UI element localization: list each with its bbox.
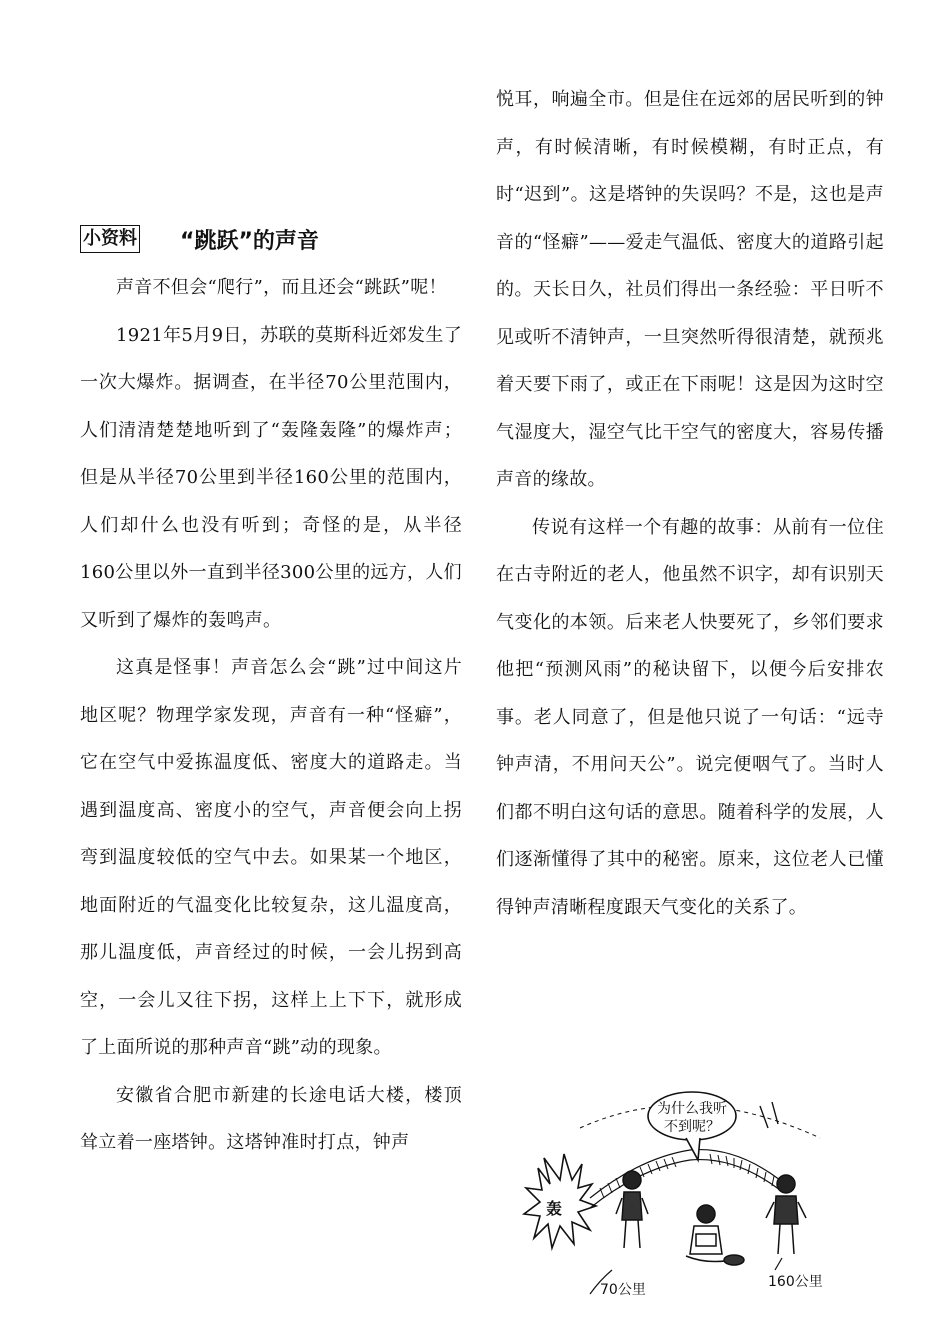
paragraph: 声音不但会“爬行”，而且还会“跳跃”呢！ — [116, 277, 447, 298]
explosion-label: 轰 — [546, 1199, 563, 1218]
paragraph-continuation: 悦耳，响遍全市。但是住在远郊的居民听到的钟声，有时候清晰，有时候模糊，有时正点，有时“迟到”。这是塔钟的失误吗？不是，这也是声音的“怪癖”——爱走气温低、密度大的道路引起的。天长日久，社员们得出一条经验：平日听不见或听不清钟声，一旦突然听得很清楚，就预兆着天要下雨了，或正在下雨呢！这是因为这时空气湿度大，湿空气比干空气的密度大，容易传播声音的缘故。 — [496, 89, 884, 490]
speech-bubble-line1: 为什么我听 — [657, 1101, 727, 1117]
article-title: “跳跃”的声音 — [180, 228, 319, 254]
person-left — [616, 1171, 648, 1248]
article-heading — [80, 221, 319, 257]
distance-label-near: 70公里 — [600, 1282, 646, 1298]
speech-bubble-line2: 不到呢？ — [664, 1119, 720, 1135]
paragraph: 传说有这样一个有趣的故事：从前有一位住在古寺附近的老人，他虽然不识字，却有识别天气变化的本领。后来老人快要死了，乡邻们要求他把“预测风雨”的秘诀留下，以便今后安排农事。老人同意了，但是他只说了一句话：“远寺钟声清，不用问天公”。说完便咽气了。当时人们都不明白这句话的意思。随着科学的发展，人们逐渐懂得了其中的秘密。原来，这位老人已懂得钟声清晰程度跟天气变化的关系了。 — [496, 516, 884, 918]
distance-line-far — [775, 1258, 782, 1270]
paragraph: 这真是怪事！声音怎么会“跳”过中间这片地区呢？物理学家发现，声音有一种“怪癖”，它在空气中爱拣温度低、密度大的道路走。当遇到温度高、密度小的空气，声音便会向上拐弯到温度较低的空气中去。如果某一个地区，地面附近的气温变化比较复杂，这儿温度高，那儿温度低，声音经过的时候，一会儿拐到高空，一会儿又往下拐，这样上上下下，就形成了上面所说的那种声音“跳”动的现象。 — [80, 657, 462, 1058]
descent-lines — [760, 1102, 778, 1128]
sound-arc — [590, 1150, 780, 1208]
person-middle — [686, 1205, 744, 1265]
sound-jump-illustration — [520, 1088, 870, 1300]
paragraph: 安徽省合肥市新建的长途电话大楼，楼顶耸立着一座塔钟。这塔钟准时打点，钟声 — [80, 1084, 462, 1153]
section-tag: 小资料 — [80, 225, 140, 253]
paragraph: 1921年5月9日，苏联的莫斯科近郊发生了一次大爆炸。据调查，在半径70公里范围内，人们清清楚楚地听到了“轰隆轰隆”的爆炸声；但是从半径70公里到半径160公里的范围内，人们却什么也没有听到；奇怪的是，从半径160公里以外一直到半径300公里的远方，人们又听到了爆炸的轰鸣声。 — [80, 324, 462, 631]
person-right — [766, 1175, 806, 1254]
left-column — [80, 264, 462, 1167]
right-column — [496, 76, 884, 931]
distance-label-far: 160公里 — [768, 1274, 823, 1290]
